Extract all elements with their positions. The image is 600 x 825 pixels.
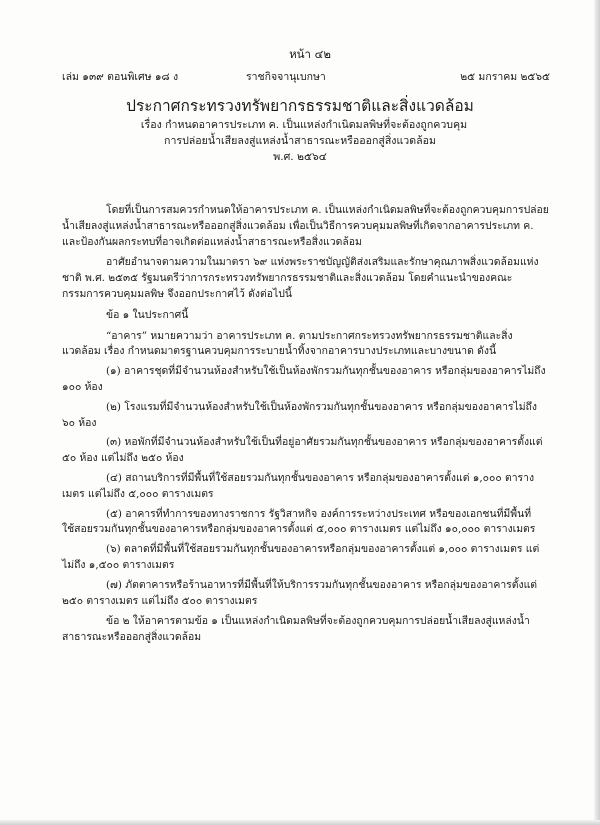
page-edge-shadow [0,820,600,825]
gazette-name: ราชกิจจานุเบกษา [246,71,326,83]
list-item: (๑) อาคารชุดที่มีจำนวนห้องสำหรับใช้เป็นห้องพักรวมกันทุกชั้นของอาคาร หรือกลุ่มของอาคารไม่ถึง ๑๐๐ ห้อง [62,365,546,393]
preamble-paragraph: โดยที่เป็นการสมควรกำหนดให้อาคารประเภท ค. เป็นแหล่งกำเนิดมลพิษที่จะต้องถูกควบคุมการปล่อยน้ำเสียลงสู่แหล่งน้ำสาธารณะหรือออกสู่สิ่งแวดล้อม เพื่อเป็นวิธีการควบคุมมลพิษที่เกิดจากอาคารประเภท ค. และป้องกันผลกระทบที่อาจเกิดต่อแหล่งน้ำสาธารณะหรือสิ่งแวดล้อม [62,204,549,248]
page-number: หน้า ๔๒ [289,47,331,61]
clause-2: ข้อ ๒ ให้อาคารตามข้อ ๑ เป็นแหล่งกำเนิดมลพิษที่จะต้องถูกควบคุมการปล่อยน้ำเสียลงสู่แหล่งน้ำสาธารณะหรือออกสู่สิ่งแวดล้อม [62,615,530,644]
volume-info: เล่ม ๑๓๙ ตอนพิเศษ ๑๘ ง [62,71,179,83]
authority-paragraph: อาศัยอำนาจตามความในมาตรา ๖๙ แห่งพระราชบัญญัติส่งเสริมและรักษาคุณภาพสิ่งแวดล้อมแห่งชาติ พ.ศ. ๒๕๓๕ รัฐมนตรีว่าการกระทรวงทรัพยากรธรรมชาติและสิ่งแวดล้อม โดยคำแนะนำของคณะกรรมการควบคุมมลพิษ จึงออกประกาศไว้ ดังต่อไปนี้ [62,256,539,300]
document-title-block [0,95,600,165]
clause-1: ข้อ ๑ ในประกาศนี้ [106,308,189,321]
publication-date: ๒๕ มกราคม ๒๕๖๕ [460,71,550,83]
list-item: (๗) ภัตตาคารหรือร้านอาหารที่มีพื้นที่ให้บริการรวมกันทุกชั้นของอาคาร หรือกลุ่มของอาคารตั้งแต่ ๒๕๐ ตารางเมตร แต่ไม่ถึง ๕๐๐ ตารางเมตร [62,578,538,607]
subject-line-1: เรื่อง กำหนดอาคารประเภท ค. เป็นแหล่งกำเนิดมลพิษที่จะต้องถูกควบคุม [140,119,468,131]
subject-line-2: การปล่อยน้ำเสียลงสู่แหล่งน้ำสาธารณะหรือออกสู่สิ่งแวดล้อม [164,135,436,147]
gazette-header [62,68,550,85]
list-item: (๕) อาคารที่ทำการของทางราชการ รัฐวิสาหกิจ องค์การระหว่างประเทศ หรือของเอกชนที่มีพื้นที่ใช้สอยรวมกันทุกชั้นของอาคารหรือกลุ่มของอาคารตั้งแต่ ๕,๐๐๐ ตารางเมตร แต่ไม่ถึง ๑๐,๐๐๐ ตารางเมตร [62,507,536,536]
document-title: ประกาศกระทรวงทรัพยากรธรรมชาติและสิ่งแวดล้อม [126,97,474,115]
list-item: (๒) โรงแรมที่มีจำนวนห้องสำหรับใช้เป็นห้องพักรวมกันทุกชั้นของอาคาร หรือกลุ่มของอาคารไม่ถึง ๖๐ ห้อง [62,400,537,429]
list-item: (๔) สถานบริการที่มีพื้นที่ใช้สอยรวมกันทุกชั้นของอาคาร หรือกลุ่มของอาคารตั้งแต่ ๑,๐๐๐ ตารางเมตร แต่ไม่ถึง ๕,๐๐๐ ตารางเมตร [62,471,535,500]
list-item: (๓) หอพักที่มีจำนวนห้องสำหรับใช้เป็นที่อยู่อาศัยรวมกันทุกชั้นของอาคาร หรือกลุ่มของอาคารตั้งแต่ ๕๐ ห้อง แต่ไม่ถึง ๒๕๐ ห้อง [62,436,543,465]
document-year: พ.ศ. ๒๕๖๔ [273,151,327,163]
list-item: (๖) ตลาดที่มีพื้นที่ใช้สอยรวมกันทุกชั้นของอาคารหรือกลุ่มของอาคารตั้งแต่ ๑,๐๐๐ ตารางเมตร แต่ไม่ถึง ๑,๕๐๐ ตารางเมตร [62,543,540,571]
document-body [62,203,550,646]
definition-paragraph: “อาคาร” หมายความว่า อาคารประเภท ค. ตามประกาศกระทรวงทรัพยากรธรรมชาติและสิ่งแวดล้อม เรื่อง กำหนดมาตรฐานควบคุมการระบายน้ำทิ้งจากอาคารบางประเภทและบางขนาด ดังนี้ [62,329,513,358]
